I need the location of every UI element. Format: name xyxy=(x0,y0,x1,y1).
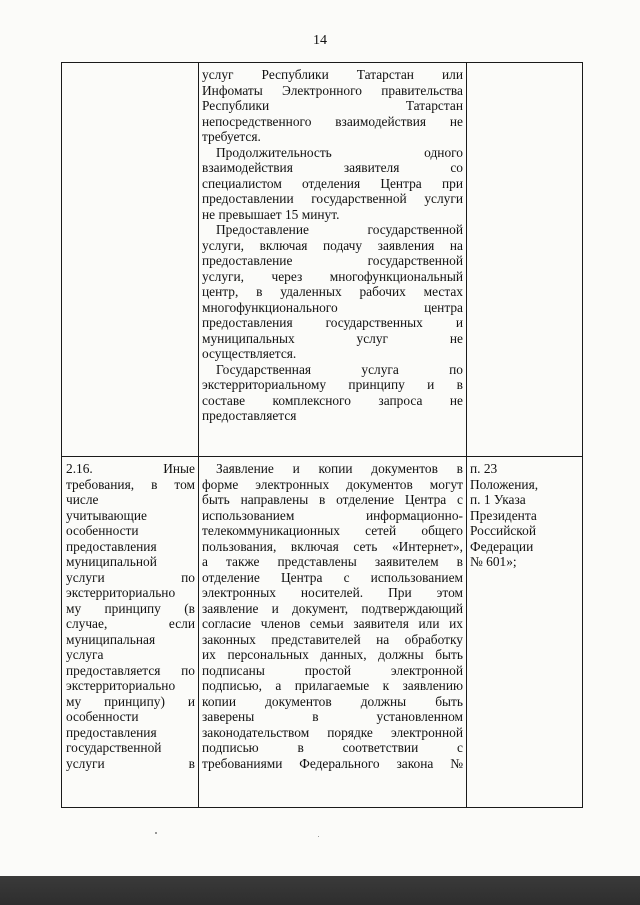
text-line: подписью, а прилагаемые к заявлению xyxy=(202,678,463,693)
column-divider-1 xyxy=(198,63,199,807)
text-line: Предоставление государственной xyxy=(216,222,463,237)
row-divider xyxy=(62,456,582,457)
text-line: учитывающие xyxy=(66,507,147,523)
text-line: форме электронных документов могут xyxy=(202,476,463,492)
text-line: пользования, включая сеть «Интернет», xyxy=(202,538,463,554)
text-line: числе xyxy=(66,492,99,507)
text-line: Федерации xyxy=(470,538,534,554)
column-divider-2 xyxy=(466,63,467,807)
text-line: му принципу (в xyxy=(66,600,195,616)
row2-col2-cell xyxy=(202,461,463,771)
text-line: услуг Республики Татарстан или xyxy=(202,67,463,82)
text-line: предоставлении государственной услуги xyxy=(202,191,463,206)
text-line: законодательством порядке электронной xyxy=(202,724,463,740)
text-line: законных представителей на обработку xyxy=(202,631,463,647)
text-line: заверены в установленном xyxy=(202,709,463,724)
text-line: Российской xyxy=(470,523,536,538)
text-line: экстерриториально xyxy=(66,585,176,600)
text-line: заявление и документ, подтверждающий xyxy=(202,600,463,616)
text-line: Положения, xyxy=(470,476,539,492)
text-line: предоставления xyxy=(66,538,157,554)
text-line: предоставляется xyxy=(202,408,297,423)
text-line: взаимодействия заявителя со xyxy=(202,160,463,175)
text-line: предоставления государственных и xyxy=(202,315,463,330)
text-line: быть направлены в отделение Центра с xyxy=(202,492,463,507)
text-line: государственной xyxy=(66,740,162,755)
document-table xyxy=(61,62,583,808)
text-line: № 601»; xyxy=(470,554,517,569)
text-line: не превышает 15 минут. xyxy=(202,206,340,222)
text-line: их персональных данных, должны быть xyxy=(202,647,463,662)
text-line: предоставления xyxy=(66,724,157,740)
text-line: телекоммуникационных сетей общего xyxy=(202,523,463,538)
text-line: предоставление государственной xyxy=(202,253,463,268)
text-line: многофункционального центра xyxy=(202,299,463,315)
scan-speck xyxy=(318,836,319,837)
text-line: Республики Татарстан xyxy=(202,98,463,113)
page-number: 14 xyxy=(313,33,327,48)
text-line: Президента xyxy=(470,507,537,523)
text-line: подписаны простой электронной xyxy=(202,662,463,678)
text-line: п. 1 Указа xyxy=(470,492,526,507)
text-line: особенности xyxy=(66,523,139,538)
row1-col2-cell xyxy=(202,67,463,424)
text-line: муниципальной xyxy=(66,554,157,569)
text-line: электронных носителей. При этом xyxy=(202,585,463,600)
text-line: непосредственного взаимодействия не xyxy=(202,113,463,129)
row2-col3-cell xyxy=(470,461,580,570)
text-line: согласие членов семьи заявителя или их xyxy=(202,616,463,631)
text-line: услуга xyxy=(66,647,104,662)
text-line: экстерриториальному принципу и в xyxy=(202,377,463,392)
scan-bottom-edge xyxy=(0,876,640,905)
text-line: му принципу) и xyxy=(66,693,195,709)
text-line: а также представлены заявителем в xyxy=(202,554,463,569)
text-line: Продолжительность одного xyxy=(216,144,463,160)
text-line: осуществляется. xyxy=(202,346,297,361)
text-line: экстерриториально xyxy=(66,678,176,693)
text-line: услуги, включая подачу заявления на xyxy=(202,237,463,253)
text-line: составе комплексного запроса не xyxy=(202,392,463,408)
text-line: требованиями Федерального закона № xyxy=(202,755,463,771)
text-line: Заявление и копии документов в xyxy=(216,461,463,476)
text-line: использованием информационно- xyxy=(202,507,463,523)
text-line: муниципальная xyxy=(66,631,156,647)
text-line: требуется. xyxy=(202,129,261,144)
text-line: Государственная услуга по xyxy=(216,361,463,377)
text-line: копии документов должны быть xyxy=(202,693,463,709)
text-line: предоставляется по xyxy=(66,662,195,678)
text-line: услуги по xyxy=(66,569,195,585)
text-line: подписью в соответствии с xyxy=(202,740,463,755)
row2-col1-cell xyxy=(66,461,195,771)
text-line: специалистом отделения Центра при xyxy=(202,175,463,191)
text-line: центр, в удаленных рабочих местах xyxy=(202,284,463,299)
text-line: Инфоматы Электронного правительства xyxy=(202,82,463,98)
text-line: требования, в том xyxy=(66,476,195,492)
text-line: особенности xyxy=(66,709,139,724)
scan-speck xyxy=(155,832,157,834)
text-line: услуги, через многофункциональный xyxy=(202,268,463,284)
text-line: отделение Центра с использованием xyxy=(202,569,463,585)
text-line: услуги в xyxy=(66,755,195,771)
text-line: п. 23 xyxy=(470,461,498,476)
text-line: случае, если xyxy=(66,616,195,631)
text-line: муниципальных услуг не xyxy=(202,330,463,346)
text-line: 2.16. Иные xyxy=(66,461,195,476)
